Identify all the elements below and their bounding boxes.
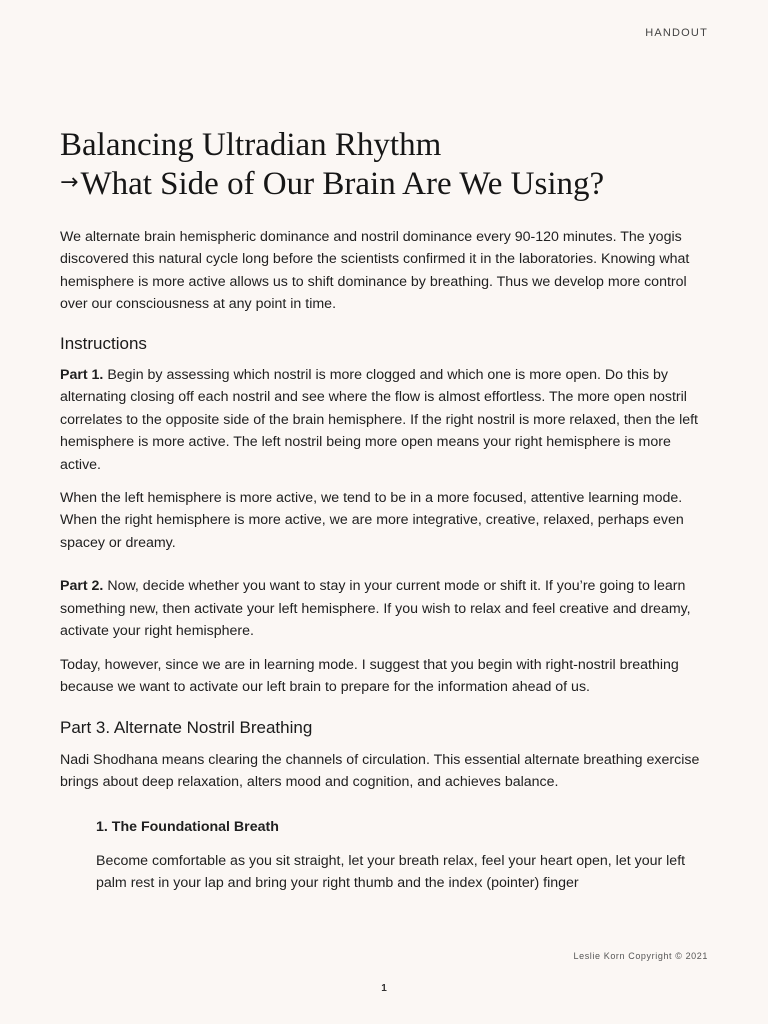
today-paragraph: Today, however, since we are in learning mode. I suggest that you begin with right-nostril breathing because we want to activate our left brain to prepare for the information ahead of us.	[60, 656, 679, 695]
title-line-2: What Side of Our Brain Are We Using?	[80, 166, 605, 202]
page-title	[60, 126, 720, 203]
part-3-paragraph: Nadi Shodhana means clearing the channels of circulation. This essential alternate breathing exercise brings about deep relaxation, alters mood and cognition, and achieves balance.	[60, 751, 700, 791]
copyright-text: Leslie Korn Copyright © 2021	[573, 951, 708, 961]
part-1-label: Part 1.	[60, 367, 104, 384]
arrow-right-icon: →	[60, 170, 79, 195]
intro-paragraph: We alternate brain hemispheric dominance and nostril dominance every 90-120 minutes. The yogis discovered this natural cycle long before the scientists confirmed it in the laboratories. Knowing what hemisphere is more active allows us to shift dominance by breathing. Thus we develop more control over our consciousness at any point in time.	[60, 229, 690, 313]
instructions-heading: Instructions	[60, 333, 147, 353]
part-2-label: Part 2.	[60, 578, 104, 595]
part-2-text: Now, decide whether you want to stay in your current mode or shift it. If you’re going to learn something new, then activate your left hemisphere. If you wish to relax and feel creative and dreamy, activate your right hemisphere.	[60, 578, 691, 640]
part-1-text: Begin by assessing which nostril is more clogged and which one is more open. Do this by alternating closing off each nostril and see where the flow is almost effortless. The more open nostril correlates to the opposite side of the brain hemisphere. If the right nostril is more relaxed, then the left hemisphere is more active. The left nostril being more open means your right hemisphere is more active.	[60, 367, 698, 473]
page-number: 1	[381, 983, 387, 994]
main-content	[60, 226, 710, 906]
part-1-paragraph	[60, 364, 710, 476]
foundational-breath-section	[96, 816, 710, 895]
spacer	[60, 565, 710, 575]
part-3-heading: Part 3. Alternate Nostril Breathing	[60, 718, 313, 738]
modes-paragraph: When the left hemisphere is more active, we tend to be in a more focused, attentive learning mode. When the right hemisphere is more active, we are more integrative, creative, relaxed, perhaps even spacey or dreamy.	[60, 490, 684, 551]
foundational-breath-heading: 1. The Foundational Breath	[96, 818, 279, 835]
header-label: HANDOUT	[645, 27, 708, 39]
foundational-breath-paragraph: Become comfortable as you sit straight, let your breath relax, feel your heart open, let your left palm rest in your lap and bring your right thumb and the index (pointer) finger	[96, 852, 686, 892]
title-line-1: Balancing Ultradian Rhythm	[60, 127, 442, 163]
part-2-paragraph	[60, 575, 710, 642]
